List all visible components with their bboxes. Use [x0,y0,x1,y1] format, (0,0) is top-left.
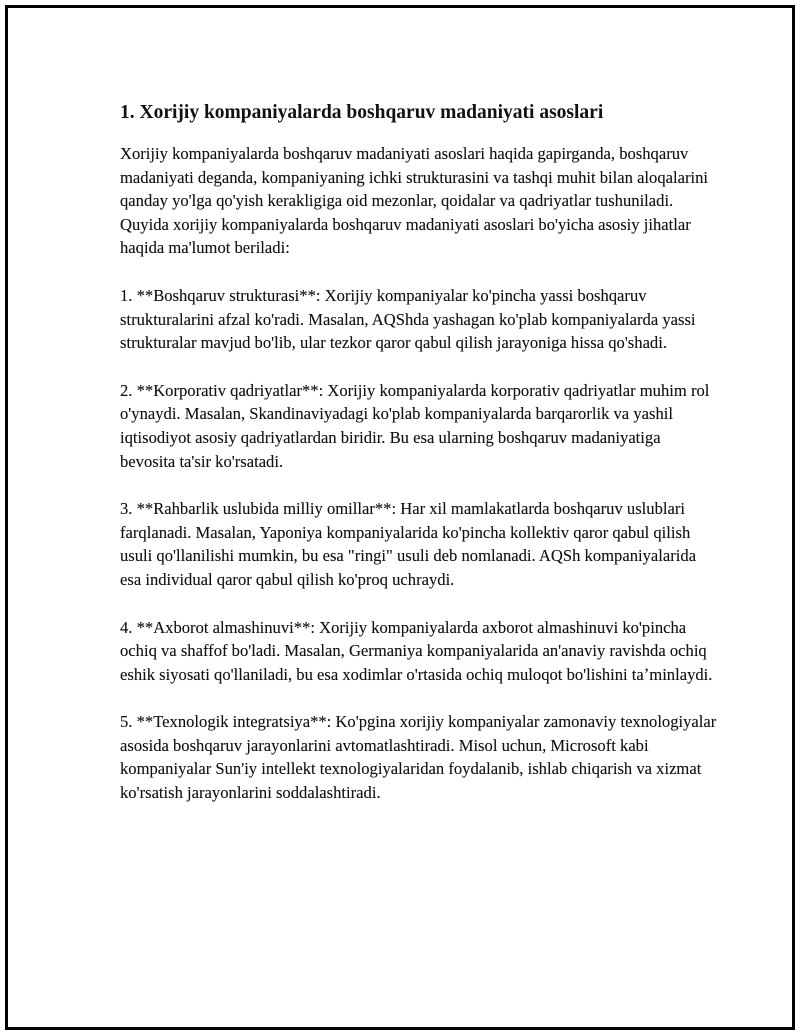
point-1-paragraph: 1. **Boshqaruv strukturasi**: Xorijiy kompaniyalar ko'pincha yassi boshqaruv strukturalarini afzal ko'radi. Masalan, AQShda yashagan ko'plab kompaniyalarda yassi strukturalar mavjud bo'lib, ular tezkor qaror qabul qilish jarayoniga hissa qo'shadi. [120,285,696,353]
intro-paragraph: Xorijiy kompaniyalarda boshqaruv madaniyati asoslari haqida gapirganda, boshqaruv madaniyati deganda, kompaniyaning ichki strukturasini va tashqi muhit bilan aloqalarini qanday yo'lga qo'yish kerakligiga oid mezonlar, qoidalar va qadriyatlar tushuniladi. Quyida xorijiy kompaniyalarda boshqaruv madaniyati asoslari bo'yicha asosiy jihatlar haqida ma'lumot beriladi: [120,144,709,258]
point-2-paragraph: 2. **Korporativ qadriyatlar**: Xorijiy kompaniyalarda korporativ qadriyatlar muhim rol o'ynaydi. Masalan, Skandinaviyadagi ko'plab kompaniyalarda barqarorlik va yashil iqtisodiyot asosiy qadriyatlardan biridir. Bu esa ularning boshqaruv madaniyatiga bevosita ta'sir ko'rsatadi. [120,380,710,471]
point-3-paragraph: 3. **Rahbarlik uslubida milliy omillar**: Har xil mamlakatlarda boshqaruv uslublari farqlanadi. Masalan, Yaponiya kompaniyalarida ko'pincha kollektiv qaror qabul qilish usuli qo'llanilishi mumkin, bu esa "ringi" usuli deb nomlanadi. AQSh kompaniyalarida esa individual qaror qabul qilish ko'proq uchraydi. [120,499,697,589]
point-4-paragraph: 4. **Axborot almashinuvi**: Xorijiy kompaniyalarda axborot almashinuvi ko'pincha ochiq va shaffof bo'ladi. Masalan, Germaniya kompaniyalarida an'anaviy ravishda ochiq eshik siyosati qo'llaniladi, bu esa xodimlar o'rtasida ochiq muloqot bo'lishini taʼminlaydi. [120,617,713,684]
document-body [120,100,720,829]
page-frame [5,5,795,1030]
document-title: 1. Xorijiy kompaniyalarda boshqaruv madaniyati asoslari [120,102,604,123]
point-5-paragraph: 5. **Texnologik integratsiya**: Ko'pgina xorijiy kompaniyalar zamonaviy texnologiyalar asosida boshqaruv jarayonlarini avtomatlashtiradi. Misol uchun, Microsoft kabi kompaniyalar Sun'iy intellekt texnologiyalaridan foydalanib, ishlab chiqarish va xizmat ko'rsatish jarayonlarini soddalashtiradi. [120,712,717,803]
